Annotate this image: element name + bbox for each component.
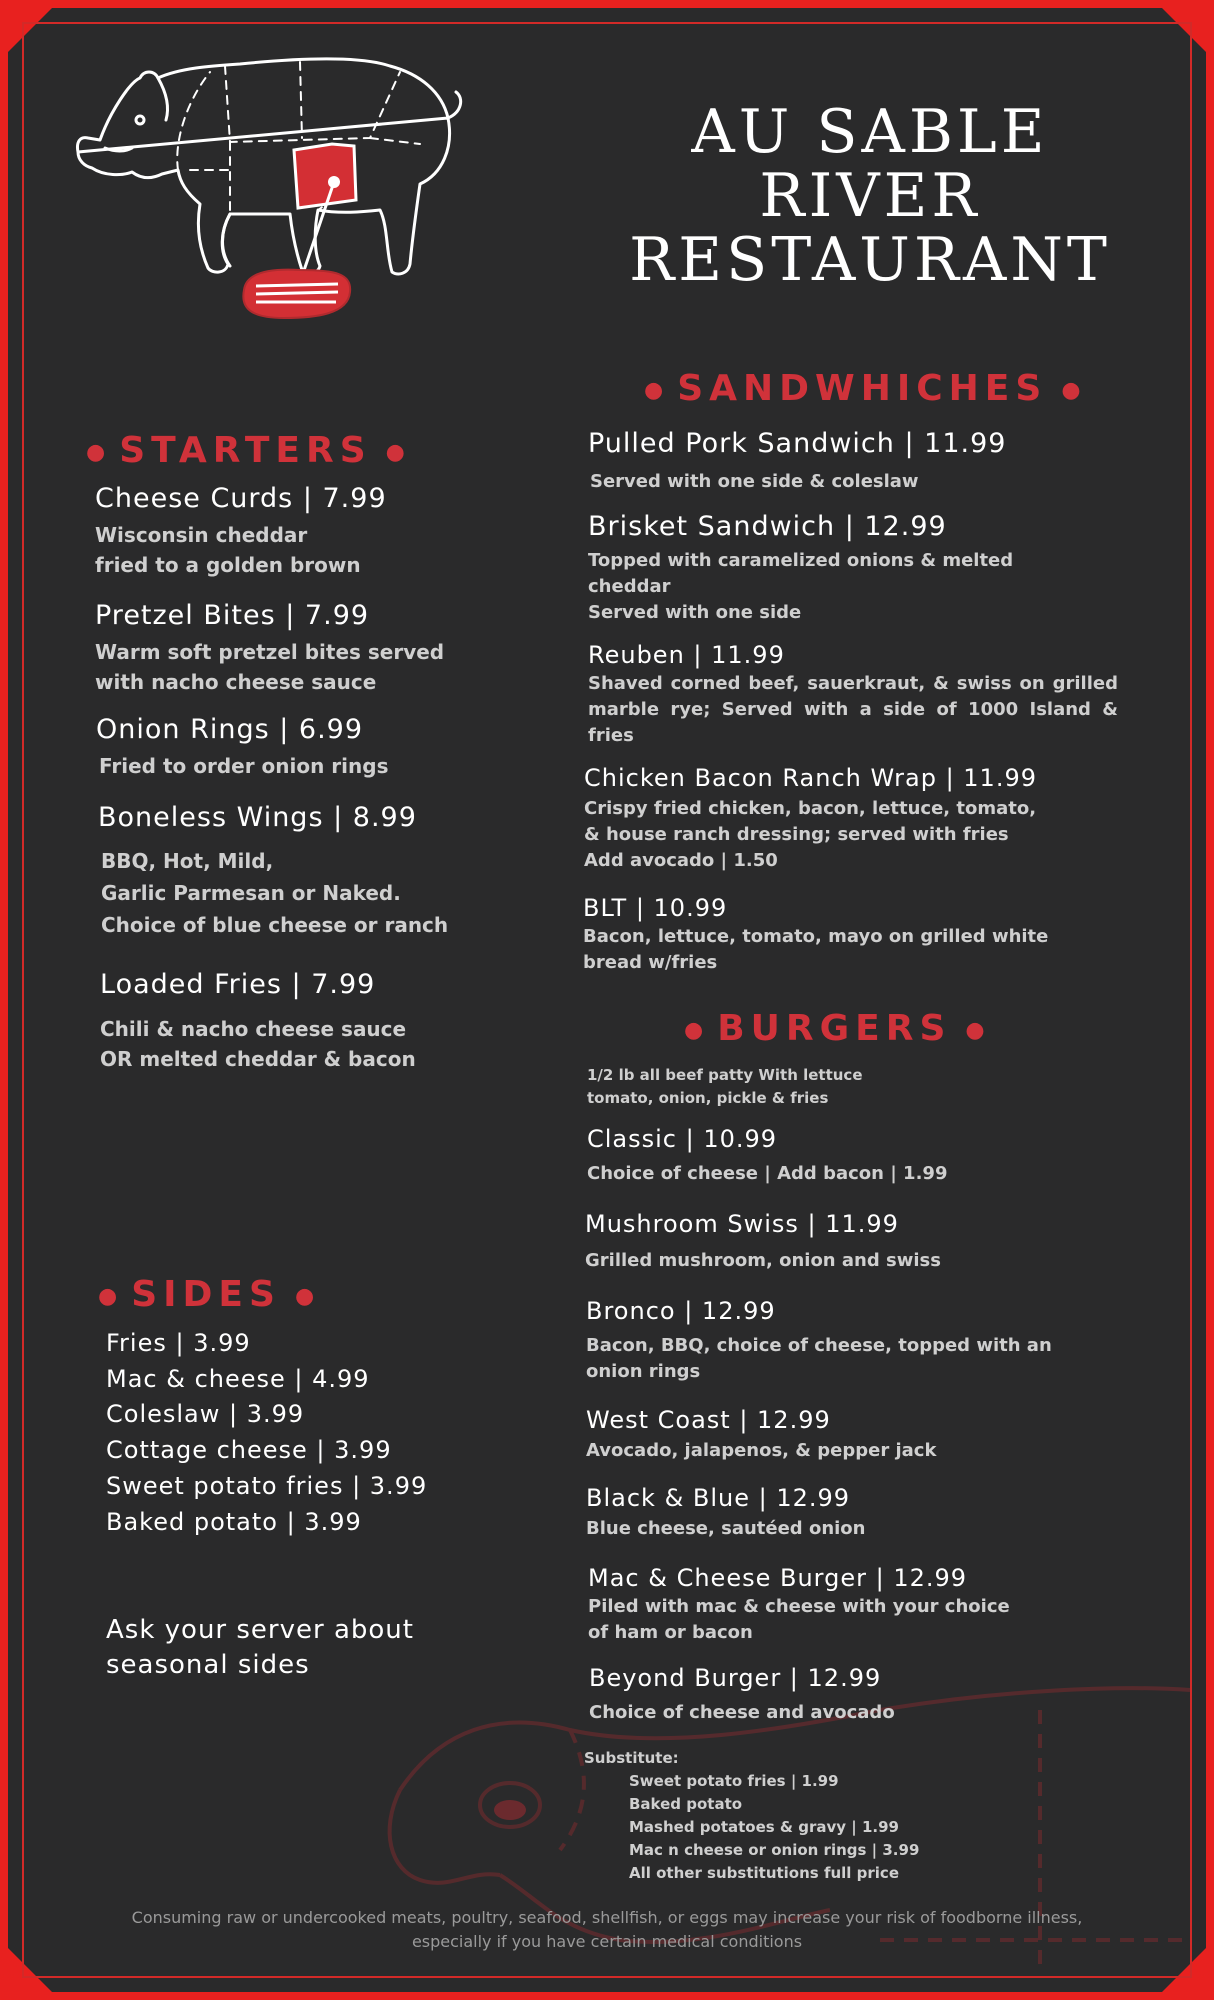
- pig-cut-diagram-icon: [70, 52, 470, 342]
- item-name: Brisket Sandwich | 12.99: [588, 511, 947, 542]
- list-item: Baked potato: [629, 1795, 743, 1813]
- item-description: [588, 671, 1118, 749]
- starters-heading: ● STARTERS ●: [86, 430, 405, 471]
- description-line: Bacon, BBQ, choice of cheese, topped with an: [586, 1335, 1052, 1356]
- sandwiches-heading-text: SANDWHICHES: [677, 368, 1048, 409]
- seasonal-sides-note: [106, 1613, 526, 1683]
- item-description: [100, 1014, 540, 1074]
- description-line: Blue cheese, sautéed onion: [586, 1518, 866, 1539]
- item-name: Black & Blue | 12.99: [586, 1484, 851, 1512]
- menu-item: [585, 1210, 1125, 1274]
- starters-heading-text: STARTERS: [119, 430, 372, 471]
- list-item: Mac & cheese | 4.99: [106, 1364, 370, 1393]
- menu-item: [584, 764, 1124, 874]
- item-description: [95, 637, 515, 697]
- list-item: Fries | 3.99: [106, 1329, 251, 1357]
- burgers-heading-text: BURGERS: [717, 1008, 952, 1049]
- burgers-heading: ● BURGERS ●: [684, 1008, 985, 1049]
- item-name: Pulled Pork Sandwich | 11.99: [588, 428, 1007, 459]
- menu-item: [589, 1664, 1129, 1726]
- menu-item: [586, 1484, 1126, 1542]
- description-line: Topped with caramelized onions & melted: [588, 550, 1014, 571]
- description-line: Served with one side & coleslaw: [590, 471, 919, 492]
- description-line: Shaved corned beef, sauerkraut, & swiss on grilled marble rye; Served with a side of 1000 Island & fries: [588, 673, 1118, 746]
- restaurant-title: [560, 97, 1180, 295]
- description-line: bread w/fries: [583, 952, 718, 973]
- description-line: with nacho cheese sauce: [95, 670, 377, 694]
- list-item: Sweet potato fries | 1.99: [629, 1772, 839, 1790]
- menu-item: [588, 511, 1128, 626]
- item-name: West Coast | 12.99: [586, 1406, 831, 1434]
- description-line: fried to a golden brown: [95, 553, 361, 577]
- item-description: [98, 845, 538, 941]
- list-item: Coleslaw | 3.99: [106, 1400, 305, 1429]
- sides-list: [106, 1326, 427, 1540]
- disclaimer-line: Consuming raw or undercooked meats, poultry, seafood, shellfish, or eggs may increase your risk of foodborne illness,: [131, 1908, 1083, 1927]
- description-line: Add avocado | 1.50: [584, 850, 778, 871]
- menu-item: [586, 1297, 1126, 1385]
- description-line: Choice of cheese and avocado: [589, 1702, 895, 1723]
- health-disclaimer: [60, 1906, 1154, 1954]
- item-description: [584, 796, 1124, 874]
- item-description: [588, 1594, 1128, 1646]
- item-name: Cheese Curds | 7.99: [95, 483, 387, 514]
- menu-item: [583, 894, 1123, 976]
- description-line: Choice of blue cheese or ranch: [101, 913, 449, 937]
- description-line: onion rings: [586, 1361, 701, 1382]
- item-name: Mac & Cheese Burger | 12.99: [588, 1564, 968, 1592]
- description-line: cheddar: [588, 576, 671, 597]
- description-line: Chili & nacho cheese sauce: [100, 1017, 407, 1041]
- item-description: [587, 1161, 1127, 1187]
- menu-item: [588, 1564, 1128, 1646]
- list-item: Sweet potato fries | 3.99: [106, 1471, 428, 1500]
- item-name: Boneless Wings | 8.99: [98, 802, 417, 833]
- list-item: Mac n cheese or onion rings | 3.99: [629, 1841, 920, 1859]
- item-description: [586, 1516, 1126, 1542]
- description-line: Bacon, lettuce, tomato, mayo on grilled white: [583, 926, 1049, 947]
- menu-item: [95, 600, 515, 697]
- title-line: RIVER: [759, 161, 981, 231]
- item-description: [586, 1438, 1126, 1464]
- corner-cut: [8, 1948, 52, 1992]
- item-description: [586, 1333, 1126, 1385]
- list-item: All other substitutions full price: [629, 1864, 899, 1882]
- menu-item: [587, 1125, 1127, 1187]
- item-description: [585, 1248, 1125, 1274]
- item-name: Chicken Bacon Ranch Wrap | 11.99: [584, 764, 1037, 792]
- description-line: & house ranch dressing; served with fries: [584, 824, 1009, 845]
- corner-cut: [8, 8, 52, 52]
- description-line: of ham or bacon: [588, 1622, 753, 1643]
- title-line: AU SABLE: [691, 97, 1049, 167]
- title-line: RESTAURANT: [629, 225, 1111, 295]
- item-name: Onion Rings | 6.99: [96, 714, 364, 745]
- menu-item: [98, 802, 538, 941]
- description-line: Garlic Parmesan or Naked.: [101, 881, 401, 905]
- note-line: seasonal sides: [106, 1650, 310, 1680]
- list-item: Mashed potatoes & gravy | 1.99: [629, 1818, 899, 1836]
- list-item: Baked potato | 3.99: [106, 1507, 362, 1536]
- description-line: Grilled mushroom, onion and swiss: [585, 1250, 941, 1271]
- description-line: Fried to order onion rings: [99, 754, 389, 778]
- menu-item: [100, 969, 540, 1074]
- item-name: Loaded Fries | 7.99: [100, 969, 376, 1000]
- description-line: Piled with mac & cheese with your choice: [588, 1596, 1010, 1617]
- item-description: [95, 520, 495, 580]
- description-line: Avocado, jalapenos, & pepper jack: [586, 1440, 937, 1461]
- menu-item: [588, 641, 1118, 749]
- description-line: Wisconsin cheddar: [95, 523, 308, 547]
- substitute-block: [584, 1747, 1084, 1885]
- list-item: Cottage cheese | 3.99: [106, 1436, 392, 1465]
- item-description: [583, 924, 1123, 976]
- menu-item: [588, 428, 1128, 495]
- disclaimer-line: especially if you have certain medical conditions: [411, 1932, 803, 1951]
- description-line: Crispy fried chicken, bacon, lettuce, tomato,: [584, 798, 1037, 819]
- description-line: Served with one side: [588, 602, 802, 623]
- substitute-label: Substitute:: [584, 1749, 679, 1767]
- menu-item: [586, 1406, 1126, 1464]
- menu-item: [96, 714, 516, 781]
- description-line: OR melted cheddar & bacon: [100, 1047, 416, 1071]
- item-description: [589, 1700, 1129, 1726]
- description-line: Warm soft pretzel bites served: [95, 640, 445, 664]
- burger-intro: [587, 1064, 1087, 1110]
- item-description: [588, 548, 1128, 626]
- item-description: [588, 469, 1128, 495]
- menu-item: [95, 483, 495, 580]
- item-description: [96, 751, 516, 781]
- description-line: Choice of cheese | Add bacon | 1.99: [587, 1163, 948, 1184]
- item-name: Reuben | 11.99: [588, 641, 785, 669]
- note-line: Ask your server about: [106, 1615, 414, 1645]
- item-name: Bronco | 12.99: [586, 1297, 776, 1325]
- description-line: 1/2 lb all beef patty With lettuce: [587, 1066, 863, 1084]
- sandwiches-heading: ● SANDWHICHES ●: [644, 368, 1081, 409]
- description-line: BBQ, Hot, Mild,: [101, 849, 274, 873]
- item-name: Beyond Burger | 12.99: [589, 1664, 882, 1692]
- sides-heading-text: SIDES: [131, 1274, 281, 1315]
- item-name: Mushroom Swiss | 11.99: [585, 1210, 899, 1238]
- description-line: tomato, onion, pickle & fries: [587, 1089, 829, 1107]
- item-name: Pretzel Bites | 7.99: [95, 600, 370, 631]
- corner-cut: [1162, 8, 1206, 52]
- substitute-list: [584, 1770, 1084, 1885]
- item-name: BLT | 10.99: [583, 894, 728, 922]
- sides-heading: ● SIDES ●: [98, 1274, 315, 1315]
- item-name: Classic | 10.99: [587, 1125, 778, 1153]
